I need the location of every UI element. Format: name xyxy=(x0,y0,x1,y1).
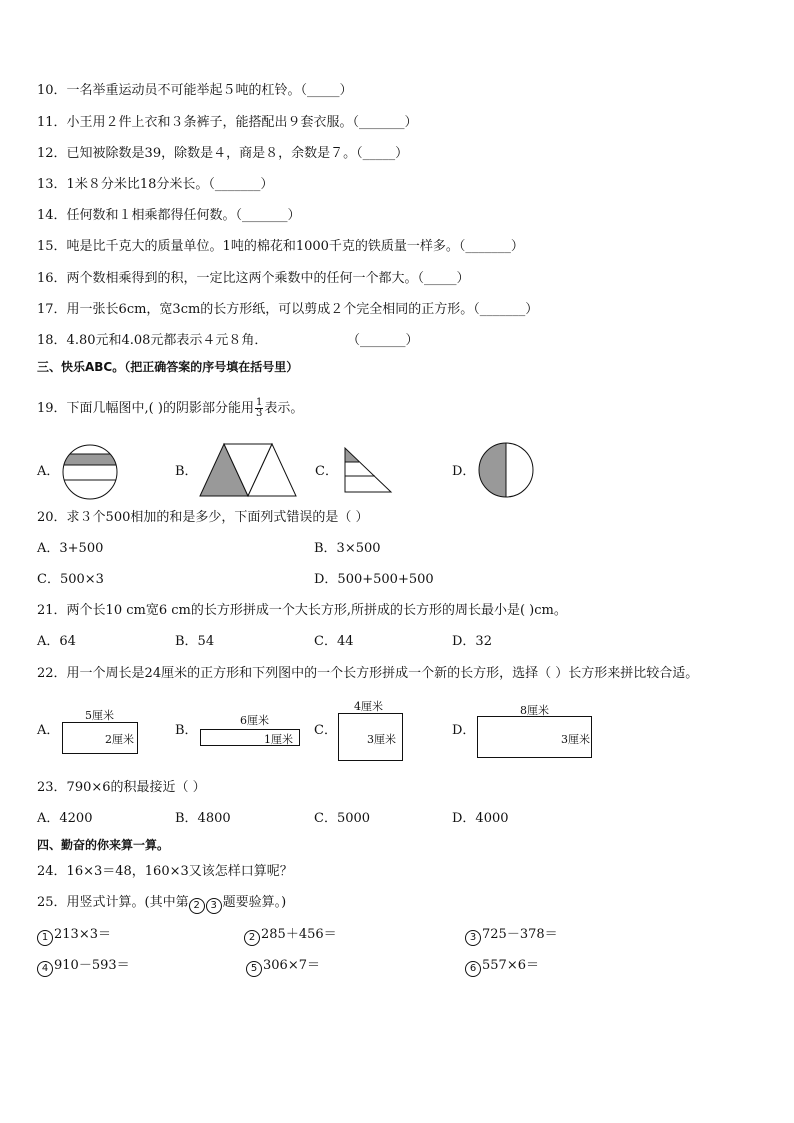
question-18-answer-blank[interactable]: （_______） xyxy=(347,333,419,348)
q22-option-b-label: B． xyxy=(175,723,198,738)
q19-figure-b-parallelogram xyxy=(198,442,298,498)
question-13: 13．1米８分米比18分米长。（_______） xyxy=(37,177,274,192)
q22-rect-b-side-label: 1厘米 xyxy=(264,733,293,746)
question-20: 20．求３个500相加的和是多少，下面列式错误的是（ ） xyxy=(37,510,369,525)
circled-number-2: 2 xyxy=(189,898,205,914)
q20-option-a: A．3+500 xyxy=(37,541,104,556)
q25-expression: 213×3＝ xyxy=(54,927,111,942)
q22-rect-c-side-label: 3厘米 xyxy=(367,733,396,746)
q22-rect-d-side-label: 3厘米 xyxy=(561,733,590,746)
question-25 xyxy=(37,895,286,914)
q20-option-d: D．500+500+500 xyxy=(314,572,434,587)
q20-option-c: C．500×3 xyxy=(37,572,104,587)
q22-option-c-label: C． xyxy=(314,723,337,738)
fraction-one-third xyxy=(255,398,263,419)
q25-item-2 xyxy=(244,927,337,946)
question-17: 17．用一张长6cm，宽3cm的长方形纸，可以剪成２个完全相同的正方形。（_______） xyxy=(37,302,539,317)
q22-option-a-label: A． xyxy=(37,723,60,738)
q25-expression: 557×6＝ xyxy=(482,958,539,973)
q22-rect-d-top-label: 8厘米 xyxy=(520,704,549,717)
q25-item-4 xyxy=(37,958,130,977)
q19-option-d-label: D． xyxy=(452,464,476,479)
question-21: 21．两个长10 cm宽6 cm的长方形拼成一个大长方形,所拼成的长方形的周长最小是( )cm。 xyxy=(37,603,567,618)
circled-number: 2 xyxy=(244,930,260,946)
q25-item-6 xyxy=(465,958,539,977)
fraction-denominator: 3 xyxy=(255,408,263,419)
q25-expression: 306×7＝ xyxy=(263,958,320,973)
q25-item-3 xyxy=(465,927,558,946)
q25-expression: 725－378＝ xyxy=(482,927,558,942)
q19-figure-d-half-circle xyxy=(476,440,536,500)
q19-figure-a-circle xyxy=(60,442,120,502)
circled-number: 3 xyxy=(465,930,481,946)
circled-number: 4 xyxy=(37,961,53,977)
circled-number: 5 xyxy=(246,961,262,977)
q22-rect-a-top-label: 5厘米 xyxy=(85,709,114,722)
question-14: 14．任何数和１相乘都得任何数。（_______） xyxy=(37,208,301,223)
q21-option-c: C．44 xyxy=(314,634,354,649)
q19-option-b-label: B． xyxy=(175,464,198,479)
q22-rect-a-side-label: 2厘米 xyxy=(105,733,134,746)
section-4-heading: 四、勤奋的你来算一算。 xyxy=(37,838,170,852)
q25-item-1 xyxy=(37,927,111,946)
q21-option-d: D．32 xyxy=(452,634,492,649)
question-23: 23．790×6的积最接近（ ） xyxy=(37,780,206,795)
question-22: 22．用一个周长是24厘米的正方形和下列图中的一个长方形拼成一个新的长方形，选择（ ）长方形来拼比较合适。 xyxy=(37,666,699,681)
q19-option-c-label: C． xyxy=(315,464,338,479)
q23-option-c: C．5000 xyxy=(314,811,371,826)
q25-stem-b: 题要验算。) xyxy=(222,895,287,910)
q23-option-b: B．4800 xyxy=(175,811,231,826)
question-15: 15．吨是比千克大的质量单位。1吨的棉花和1000千克的铁质量一样多。（_______） xyxy=(37,239,524,254)
circled-number: 6 xyxy=(465,961,481,977)
section-3-heading: 三、快乐ABC。（把正确答案的序号填在括号里） xyxy=(37,360,299,374)
q22-option-d-label: D． xyxy=(452,723,476,738)
q19-suffix: 表示。 xyxy=(264,401,304,416)
q23-option-d: D．4000 xyxy=(452,811,509,826)
question-16: 16．两个数相乘得到的积，一定比这两个乘数中的任何一个都大。（_____） xyxy=(37,271,470,286)
question-10: 10．一名举重运动员不可能举起５吨的杠铃。（_____） xyxy=(37,83,353,98)
q22-rect-c-top-label: 4厘米 xyxy=(354,700,383,713)
question-11: 11．小王用２件上衣和３条裤子，能搭配出９套衣服。（_______） xyxy=(37,115,418,130)
fraction-numerator: 1 xyxy=(255,397,263,408)
question-24: 24．16×3＝48，160×3又该怎样口算呢？ xyxy=(37,864,293,879)
circled-number-3: 3 xyxy=(206,898,222,914)
q25-expression: 285＋456＝ xyxy=(261,927,337,942)
circled-number: 1 xyxy=(37,930,53,946)
question-12: 12．已知被除数是39，除数是４，商是８，余数是７。（_____） xyxy=(37,146,409,161)
q22-rect-b-top-label: 6厘米 xyxy=(240,714,269,727)
q23-option-a: A．4200 xyxy=(37,811,93,826)
q20-option-b: B．3×500 xyxy=(314,541,381,556)
q25-expression: 910－593＝ xyxy=(54,958,130,973)
q19-figure-c-triangle xyxy=(342,446,394,494)
question-19 xyxy=(37,398,303,419)
q19-option-a-label: A． xyxy=(37,464,60,479)
q21-option-a: A．64 xyxy=(37,634,76,649)
q19-prefix: 19．下面几幅图中,( )的阴影部分能用 xyxy=(37,401,254,416)
question-18: 18．4.80元和4.08元都表示４元８角． xyxy=(37,333,268,348)
q25-item-5 xyxy=(246,958,320,977)
q21-option-b: B．54 xyxy=(175,634,215,649)
q25-stem-a: 25．用竖式计算。(其中第 xyxy=(37,895,189,910)
